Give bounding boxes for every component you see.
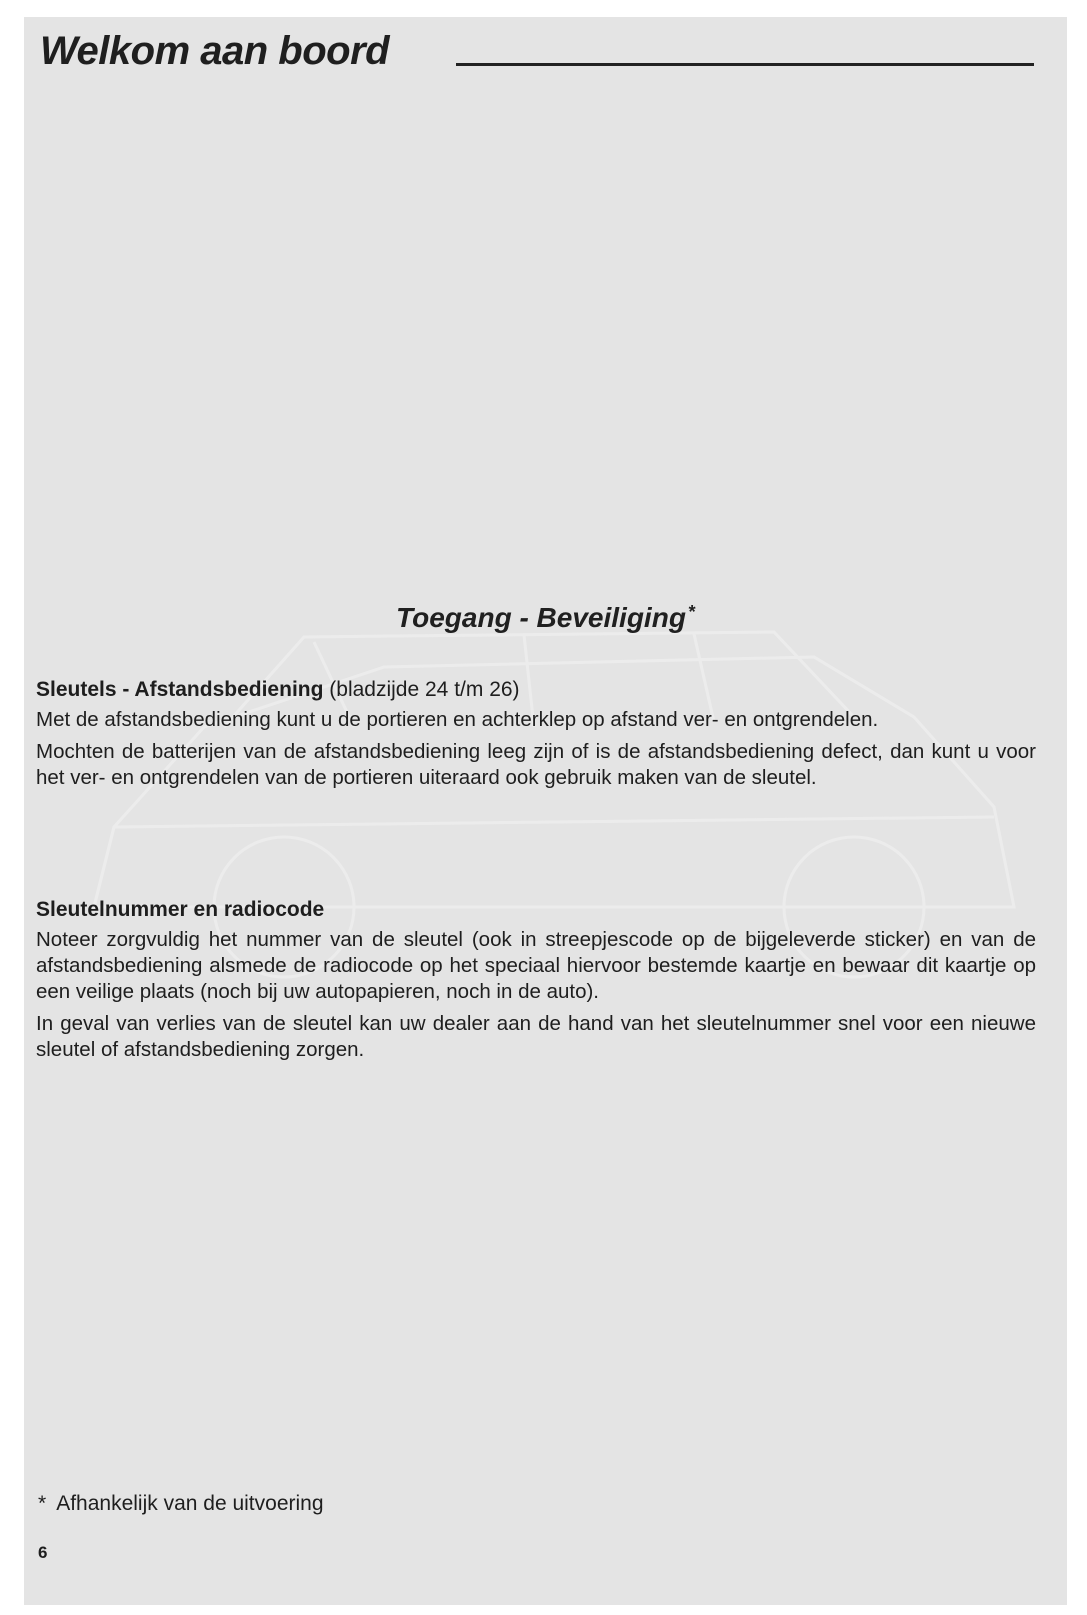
keys-remote-page-reference: (bladzijde 24 t/m 26) — [329, 678, 520, 701]
page-header-title: Welkom aan boord — [40, 29, 390, 73]
footnote-asterisk: * — [38, 1492, 47, 1515]
key-number-radiocode-heading — [36, 897, 1036, 923]
key-number-radiocode-paragraph: Noteer zorgvuldig het nummer van de sleutel (ook in streepjescode op de bijgeleverde sticker) en van de afstandsbediening alsmede de radiocode op het speciaal hiervoor bestemde kaartje en bewaar dit kaartje op een veilige plaats (noch bij uw autopapieren, noch in de auto). — [36, 928, 1036, 1003]
manual-page — [24, 17, 1067, 1605]
section-title — [24, 602, 1067, 634]
section-title-text: Toegang - Beveiliging — [396, 602, 686, 633]
header-rule — [456, 63, 1034, 66]
key-number-radiocode-heading-text: Sleutelnummer en radiocode — [36, 898, 325, 921]
key-number-radiocode-section — [36, 897, 1036, 1069]
keys-remote-heading-text: Sleutels - Afstandsbediening — [36, 678, 324, 701]
footnote-text: Afhankelijk van de uitvoering — [56, 1492, 324, 1515]
section-title-asterisk: * — [687, 602, 695, 622]
keys-remote-heading — [36, 677, 1036, 703]
page-number: 6 — [38, 1543, 48, 1562]
footnote — [38, 1492, 324, 1516]
key-number-radiocode-paragraph: In geval van verlies van de sleutel kan uw dealer aan de hand van het sleutelnummer snel voor een nieuwe sleutel of afstandsbediening zorgen. — [36, 1012, 1036, 1061]
keys-remote-section — [36, 677, 1036, 797]
keys-remote-paragraph: Met de afstandsbediening kunt u de portieren en achterklep op afstand ver- en ontgrendelen. — [36, 708, 879, 731]
keys-remote-paragraph: Mochten de batterijen van de afstandsbediening leeg zijn of is de afstandsbediening defect, dan kunt u voor het ver- en ontgrendelen van de portieren uiteraard ook gebruik maken van de sleutel. — [36, 740, 1036, 789]
